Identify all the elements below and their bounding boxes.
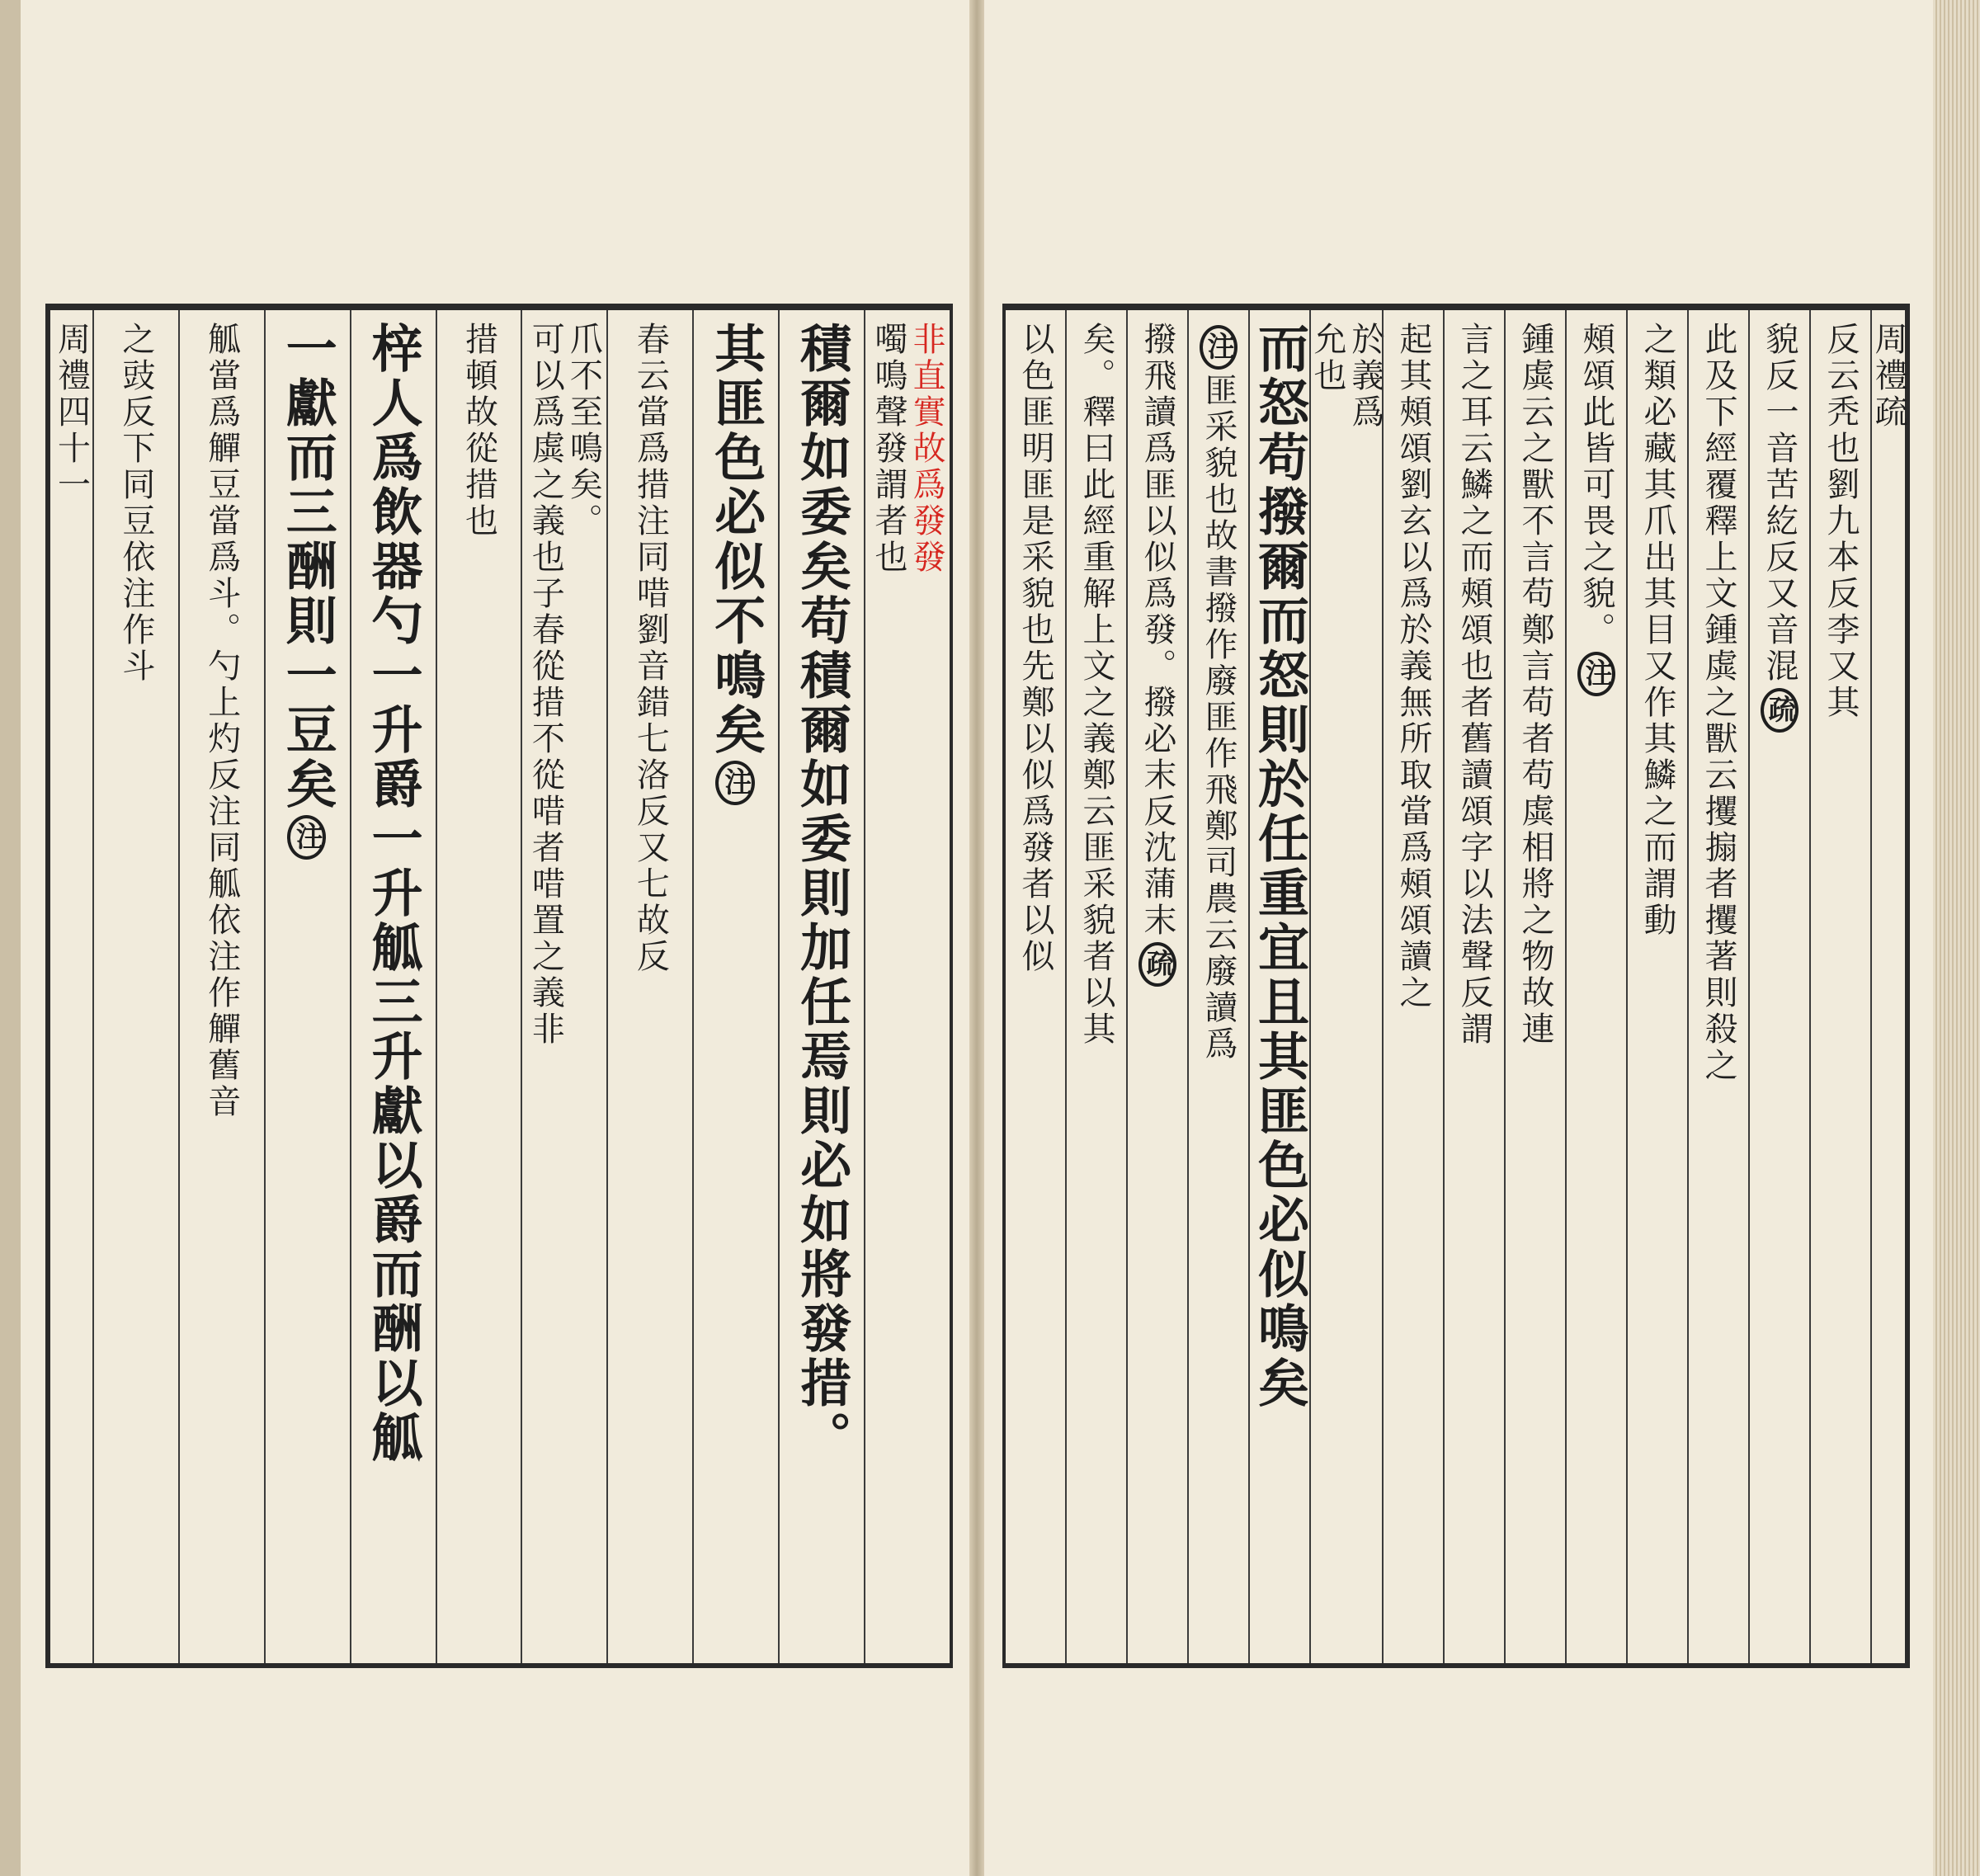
commentary-text: 矣。釋曰此經重解上文之義鄭云匪采貌者以其	[1077, 322, 1115, 1048]
text-column	[1248, 310, 1309, 1663]
main-text: 積爾如委矣苟積爾如委則加任焉則必如將發措。	[791, 322, 852, 1465]
main-text-segment: 一獻而三酬則一豆矣	[277, 322, 338, 812]
commentary-text: 鍾虡云之獸不言苟鄭言苟者苟虡相將之物故連	[1516, 322, 1554, 1048]
commentary-text: 之類必藏其爪出其目又作其鱗之而謂動	[1638, 322, 1676, 939]
annotation-text: 爪不至鳴矣。	[564, 322, 603, 540]
commentary-text: 春云當爲措注同唶劉音錯七洛反又七故反	[631, 322, 670, 975]
commentary-text-segment: 匪采貌也故書撥作廢匪作飛鄭司農云廢讀爲	[1200, 373, 1238, 1063]
text-column	[1504, 310, 1565, 1663]
annotation-text: 噣鳴聲發謂者也	[870, 322, 908, 576]
text-column	[264, 310, 350, 1663]
annotation-text: 非直實故爲發發	[908, 322, 946, 576]
commentary-seal-icon: 注	[1577, 652, 1615, 696]
commentary-text: 言之耳云鱗之而頰頌也者舊讀頌字以法聲反謂	[1455, 322, 1493, 1048]
commentary-text	[1577, 322, 1615, 1663]
text-column	[350, 310, 436, 1663]
commentary-text-segment: 撥飛讀爲匪以似爲發。撥必末反沈蒲末	[1138, 322, 1176, 939]
left-text-frame	[45, 304, 953, 1668]
commentary-text: 觚當爲觶豆當爲斗。勺上灼反注同觚依注作觶舊音	[202, 322, 241, 1120]
main-text	[277, 322, 338, 1663]
text-column	[1187, 310, 1248, 1663]
commentary-seal-icon: 注	[287, 815, 327, 860]
commentary-text-segment: 頰頌此皆可畏之貌。	[1577, 322, 1615, 648]
commentary-text: 此及下經覆釋上文鍾虡之獸云攫搧者攫著則殺之	[1700, 322, 1737, 1084]
annotation-text: 允也	[1308, 322, 1346, 394]
right-text-frame	[1002, 304, 1910, 1668]
commentary-text	[1138, 322, 1176, 1663]
commentary-seal-icon: 注	[1200, 325, 1238, 370]
annotation-text: 可以爲虡之義也子春從措不從唶者唶置之義非	[526, 322, 565, 1048]
text-column	[692, 310, 778, 1663]
text-column	[1687, 310, 1748, 1663]
commentary-text	[1200, 322, 1238, 1663]
main-text: 而怒苟撥爾而怒則於任重宜且其匪色必似鳴矣	[1249, 322, 1310, 1411]
text-column	[864, 310, 950, 1663]
text-column	[1626, 310, 1687, 1663]
text-column	[1748, 310, 1809, 1663]
text-column	[1126, 310, 1187, 1663]
subcommentary-seal-icon: 疏	[1761, 688, 1798, 733]
page-edges	[1933, 0, 1980, 1876]
text-column	[1443, 310, 1504, 1663]
text-column	[521, 310, 606, 1663]
commentary-text: 措頓故從措也	[460, 322, 498, 540]
commentary-text	[1761, 322, 1798, 1663]
book-gutter	[969, 0, 984, 1876]
fold-title: 周禮疏	[1869, 322, 1907, 431]
commentary-text-segment: 貌反一音苦紇反又音混	[1761, 322, 1798, 685]
text-column	[1309, 310, 1382, 1663]
commentary-text: 反云秃也劉九本反李又其	[1822, 322, 1860, 721]
commentary-text: 以色匪明匪是采貌也先鄭以似爲發者以似	[1016, 322, 1054, 975]
text-column	[1006, 310, 1065, 1663]
text-column	[1065, 310, 1126, 1663]
text-column	[436, 310, 521, 1663]
text-column	[606, 310, 692, 1663]
text-column	[1382, 310, 1443, 1663]
commentary-seal-icon: 注	[715, 761, 755, 805]
commentary-text: 之豉反下同豆依注作斗	[116, 322, 155, 685]
main-text: 梓人爲飲器勺一升爵一升觚三升獻以爵而酬以觚	[363, 322, 424, 1465]
text-column	[1809, 310, 1870, 1663]
text-column	[92, 310, 178, 1663]
text-column	[778, 310, 864, 1663]
text-column	[1565, 310, 1626, 1663]
commentary-text: 起其頰頌劉玄以爲於義無所取當爲頰頌讀之	[1394, 322, 1432, 1011]
fold-column	[50, 310, 92, 1663]
main-text	[705, 322, 766, 1663]
fold-title: 周禮四十一	[52, 322, 91, 503]
annotation-text: 於義爲	[1346, 322, 1384, 431]
main-text-segment: 其匪色必似不鳴矣	[705, 322, 766, 757]
subcommentary-seal-icon: 疏	[1138, 942, 1176, 987]
fold-column	[1870, 310, 1905, 1663]
text-column	[178, 310, 264, 1663]
